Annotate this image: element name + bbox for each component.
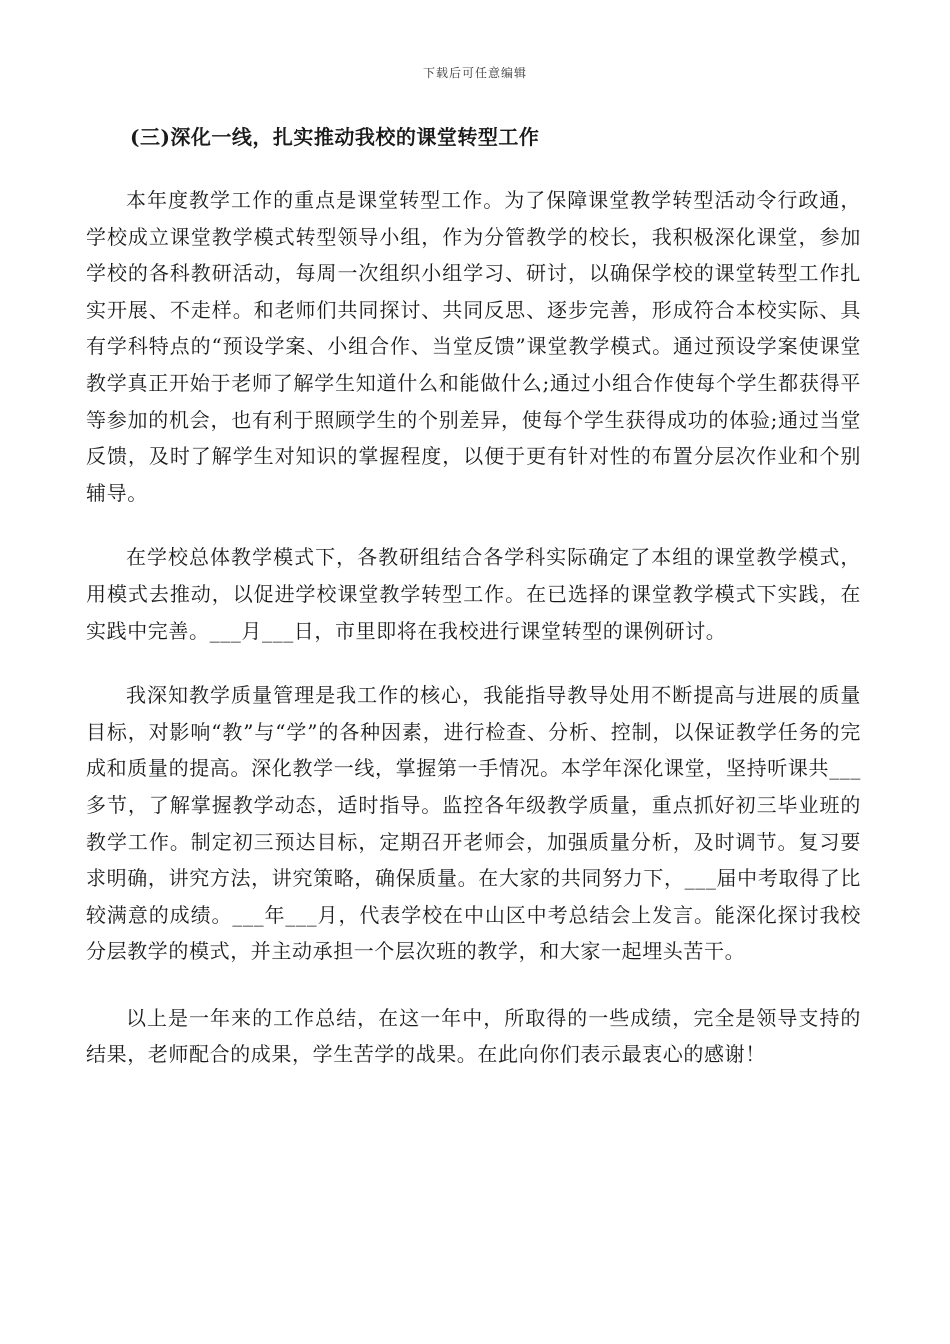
paragraph-teaching-mode: 在学校总体教学模式下，各教研组结合各学科实际确定了本组的课堂教学模式，用模式去推动，以促进学校课堂教学转型工作。在已选择的课堂教学模式下实践，在实践中完善。___月___日，市里即将在我校进行课堂转型的课例研讨。 [86, 545, 861, 643]
section-heading: (三)深化一线，扎实推动我校的课堂转型工作 [130, 125, 540, 149]
paragraph-quality-management: 我深知教学质量管理是我工作的核心，我能指导教导处用不断提高与进展的质量目标，对影响“教”与“学”的各种因素，进行检查、分析、控制，以保证教学任务的完成和质量的提高。深化教学一线，掌握第一手情况。本学年深化课堂，坚持听课共___多节，了解掌握教学动态，适时指导。监控各年级教学质量，重点抓好初三毕业班的教学工作。制定初三预达目标，定期召开老师会，加强质量分析，及时调节。复习要求明确，讲究方法，讲究策略，确保质量。在大家的共同努力下，___届中考取得了比较满意的成绩。___年___月，代表学校在中山区中考总结会上发言。能深化探讨我校分层教学的模式，并主动承担一个层次班的教学，和大家一起埋头苦干。 [86, 683, 861, 964]
paragraph-classroom-transformation: 本年度教学工作的重点是课堂转型工作。为了保障课堂教学转型活动令行政通，学校成立课堂教学模式转型领导小组，作为分管教学的校长，我积极深化课堂，参加学校的各科教研活动，每周一次组织小组学习、研讨，以确保学校的课堂转型工作扎实开展、不走样。和老师们共同探讨、共同反思、逐步完善，形成符合本校实际、具有学科特点的“预设学案、小组合作、当堂反馈”课堂教学模式。通过预设学案使课堂教学真正开始于老师了解学生知道什么和能做什么;通过小组合作使每个学生都获得平等参加的机会，也有利于照顾学生的个别差异，使每个学生获得成功的体验;通过当堂反馈，及时了解学生对知识的掌握程度，以便于更有针对性的布置分层次作业和个别辅导。 [86, 188, 861, 505]
document-body [86, 118, 861, 1073]
paragraph-conclusion: 以上是一年来的工作总结，在这一年中，所取得的一些成绩，完全是领导支持的结果，老师配合的成果，学生苦学的战果。在此向你们表示最衷心的感谢！ [86, 1005, 861, 1067]
page-header: 下载后可任意编辑 [422, 66, 527, 80]
